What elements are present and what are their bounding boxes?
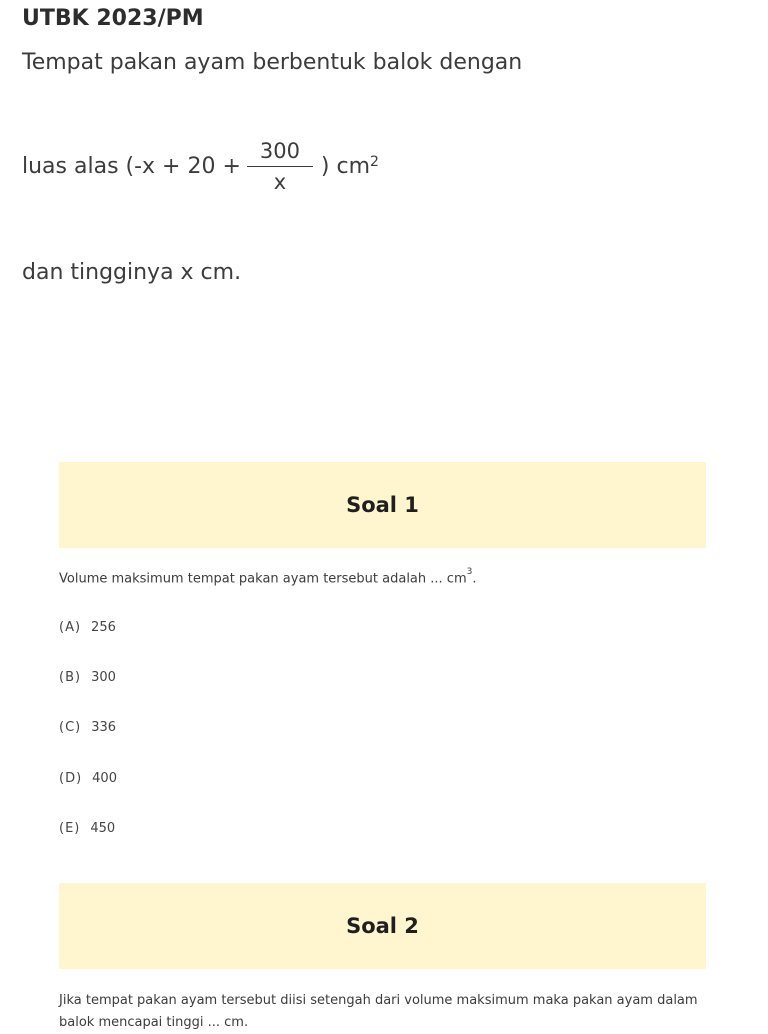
option-letter: (D): [59, 771, 83, 786]
option-e[interactable]: [59, 821, 115, 836]
soal-1-heading: Soal 1: [346, 493, 419, 517]
option-letter: (E): [59, 821, 81, 836]
formula-prefix: luas alas (-x + 20 +: [22, 153, 241, 179]
page-title: UTBK 2023/PM: [22, 6, 204, 31]
option-d[interactable]: [59, 771, 117, 786]
soal-1-question: [59, 567, 477, 587]
soal-1-question-power: 3: [466, 567, 473, 577]
option-a[interactable]: [59, 620, 116, 635]
formula-power: 2: [370, 154, 379, 170]
soal-1-banner: [59, 462, 706, 548]
soal-2-banner: [59, 883, 706, 969]
option-value: 450: [90, 821, 116, 836]
option-letter: (B): [59, 670, 82, 685]
option-letter: (C): [59, 720, 82, 735]
option-c[interactable]: [59, 720, 116, 735]
option-value: 336: [91, 720, 117, 735]
fraction: [247, 136, 313, 197]
option-value: 300: [91, 670, 116, 685]
option-value: 256: [91, 620, 116, 635]
option-b[interactable]: [59, 670, 116, 685]
base-area-formula: [22, 128, 379, 204]
option-letter: (A): [59, 620, 82, 635]
problem-intro: Tempat pakan ayam berbentuk balok dengan: [22, 50, 523, 75]
soal-2-heading: Soal 2: [346, 914, 419, 938]
soal-2-question: Jika tempat pakan ayam tersebut diisi setengah dari volume maksimum maka pakan ayam dalam balok mencapai tinggi ... cm.: [59, 993, 698, 1030]
problem-closing: dan tingginya x cm.: [22, 260, 242, 285]
formula-suffix: ) cm: [320, 153, 371, 179]
soal-1-question-end: .: [472, 571, 477, 587]
option-value: 400: [92, 771, 117, 786]
soal-1-question-text: Volume maksimum tempat pakan ayam tersebut adalah ... cm: [59, 571, 467, 587]
fraction-numerator: 300: [259, 138, 300, 163]
fraction-denominator: x: [273, 169, 287, 194]
